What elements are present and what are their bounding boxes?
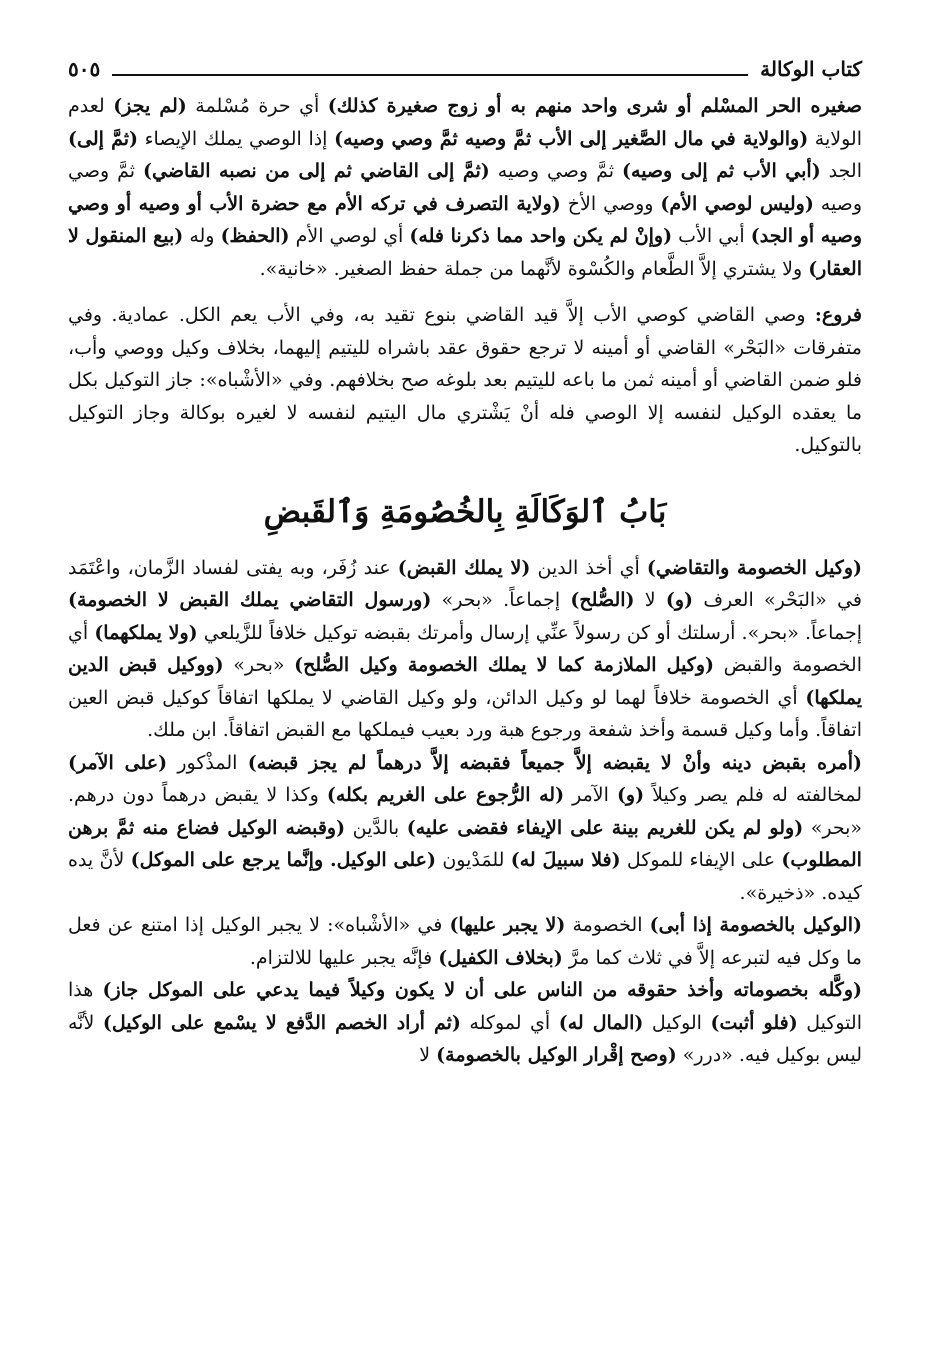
- text-run: على الإيفاء للموكل: [620, 849, 782, 871]
- running-header: [68, 52, 862, 86]
- text-run: عند زُفَر، وبه يفتى لفساد الزَّمان، واعْتَمَد في «البَحْر» العرف: [68, 556, 862, 611]
- text-run: للمَدْيون: [436, 849, 511, 871]
- text-run: إجماعاً. «بحر». أرسلتك أو كن رسولاً عنِّي إرسال وأمرتك بقبضه توكيل خلافاً للزَّيلعي: [197, 621, 862, 644]
- bold-text-run: (فلا سبيلَ له): [510, 849, 621, 871]
- text-run: أي حرة مُسْلمة: [186, 95, 328, 117]
- bold-text-run: (بيع المنقول لا العقار): [68, 225, 862, 280]
- bold-text-run: (ولو لم يكن للغريم بينة على الإيفاء فقضى عليه): [406, 816, 804, 839]
- bold-text-run: (الحفظ): [220, 225, 290, 247]
- paragraph: [68, 974, 862, 1072]
- text-run: أي أخذ الدين: [530, 556, 647, 579]
- bold-text-run: (الوكيل بالخصومة إذا أبى): [649, 914, 862, 936]
- text-run: هذا التوكيل: [68, 979, 862, 1034]
- bold-text-run: (على الآمر): [68, 751, 168, 774]
- text-run: لا: [419, 1044, 437, 1066]
- bold-text-run: (وإنْ لم يكن واحد مما ذكرنا فله): [409, 225, 673, 247]
- text-run: الجد: [820, 160, 862, 182]
- chapter-title: بَابُ ٱلوَكَالَةِ بِالخُصُومَةِ وَٱلقَبضِ: [263, 493, 667, 530]
- bold-text-run: (بخلاف الكفيل): [438, 946, 563, 969]
- bold-text-run: (لا يجبر عليها): [449, 914, 566, 936]
- bold-text-run: (ثمَّ إلى القاضي ثم إلى من نصبه القاضي): [143, 160, 490, 182]
- bold-text-run: (والولاية في مال الصَّغير إلى الأب ثمَّ وصيه ثمَّ وصي وصيه): [334, 127, 809, 150]
- text-run: أي لموكله: [460, 1011, 559, 1034]
- text-run: أي لوصي الأم: [289, 225, 410, 247]
- text-run: وكذا لا يقبض درهماً دون درهم. «بحر»: [68, 784, 862, 839]
- text-run: «بحر»: [223, 654, 295, 676]
- bold-text-run: (وقبضه الوكيل فضاع منه ثمَّ برهن المطلوب): [68, 816, 862, 871]
- bold-text-run: (ولاية التصرف في تركه الأم مع حضرة الأب أو وصيه أو وصي وصيه أو الجد): [68, 192, 862, 247]
- bold-text-run: (وصح إقْرار الوكيل بالخصومة): [436, 1044, 677, 1066]
- paragraph: [68, 747, 862, 910]
- bold-text-run: (ثم أراد الخصم الدَّفع لا يسْمع على الوكيل): [102, 1011, 461, 1034]
- bold-text-run: (ثمَّ إلى): [68, 127, 138, 150]
- text-run: وله: [183, 225, 221, 247]
- bold-text-run: (لم يجز): [113, 95, 187, 117]
- bold-text-run: (وكَّله بخصوماته وأخذ حقوقه من الناس على أن لا يكون وكيلاً فيما يدعي على الموكل جاز): [102, 979, 863, 1001]
- bold-text-run: (المال له): [558, 1011, 644, 1034]
- bold-text-run: (وليس لوصي الأم): [660, 192, 814, 215]
- bold-text-run: (ولا يملكهما): [94, 621, 198, 644]
- bold-text-run: (ورسول التقاضي يملك القبض لا الخصومة): [68, 589, 432, 611]
- paragraph-furu: [68, 299, 862, 462]
- text-run: لعدم الولاية: [68, 95, 862, 150]
- text-run: لأنَّه ليس بوكيل فيه. «درر»: [68, 1011, 862, 1066]
- bold-text-run: (فلو أثبت): [710, 1011, 798, 1034]
- bold-text-run: (أبي الأب ثم إلى وصيه): [622, 160, 821, 182]
- text-run: لا: [634, 589, 666, 611]
- bold-text-run: (ووكيل قبض الدين يملكها): [68, 654, 862, 709]
- bold-text-run: (و): [665, 589, 694, 611]
- text-run: أبي الأب: [672, 225, 751, 247]
- text-run: في «الأشْباه»: لا يجبر الوكيل إذا امتنع عن فعل ما وكل فيه لتبرعه إلاَّ في ثلاث كما مرَّ: [68, 914, 862, 969]
- text-run: لأنَّ يده كيده. «ذخيرة».: [68, 849, 862, 904]
- text-run: الخصومة: [565, 914, 650, 936]
- bold-text-run: فروع:: [814, 304, 862, 326]
- bold-text-run: (و): [616, 784, 645, 806]
- text-run: لمخالفته له فلم يصر وكيلاً: [644, 784, 862, 806]
- chapter-running-title: كتاب الوكالة: [760, 57, 862, 81]
- text-run: الوكيل: [643, 1011, 711, 1034]
- document-page: [68, 52, 862, 1072]
- bold-text-run: (لا يملك القبض): [397, 556, 531, 579]
- text-run: إذا الوصي يملك الإيصاء: [138, 127, 335, 150]
- text-run: ثمَّ وصي وصيه: [68, 160, 862, 215]
- text-run: الآمر: [564, 784, 617, 806]
- text-run: إجماعاً. «بحر»: [431, 589, 571, 611]
- text-run: وصي القاضي كوصي الأب إلاَّ قيد القاضي بنوع تقيد به، وفي الأب يعم الكل. عمادية. وفي متفرقات «البَحْر» القاضي أو أمينه لا ترجع حقوق عقد باشراه لليتيم إليهما، بخلاف وكيل ووصي وأب، فلو ضمن القاضي أو أمينه ثمن ما باعه لليتيم بعد بلوغه صح بخلافهم. وفي «الأشْباه»: جاز التوكيل بكل ما يعقده الوكيل لنفسه إلا الوصي فله أنْ يَشْتري مال اليتيم لنفسه لا لغيره بوكالة وجاز التوكيل بالتوكيل.: [68, 304, 862, 456]
- bold-text-run: (وكيل الملازمة كما لا يملك الخصومة وكيل الصُّلح): [294, 654, 715, 676]
- bold-text-run: صغيره الحر المسْلم أو شرى واحد منهم به أو زوج صغيرة كذلك): [327, 95, 862, 117]
- text-run: فإنَّه يجبر عليها للالتزام.: [249, 946, 439, 969]
- text-run: ثمَّ وصي وصيه: [489, 160, 623, 182]
- paragraph: [68, 909, 862, 974]
- text-run: المذْكور: [167, 751, 248, 774]
- text-run: ووصي الأخ: [560, 192, 661, 215]
- text-run: بالدَّين: [345, 816, 407, 839]
- bold-text-run: (الصُّلح): [570, 589, 635, 611]
- text-run: أي الخصومة خلافاً لهما لو وكيل الدائن، ولو وكيل القاضي لا يملكها اتفاقاً كوكيل قبض العين اتفاقاً. وأما وكيل قسمة وأخذ شفعة ورجوع هبة ورد بعيب فيملكها مع القبض اتفاقاً. ابن ملك.: [68, 686, 862, 741]
- page-number: ٥٠٥: [68, 57, 101, 81]
- header-rule: [112, 74, 748, 76]
- bold-text-run: (له الرُّجوع على الغريم بكله): [326, 784, 565, 806]
- text-run: ولا يشتري إلاَّ الطَّعام والكُسْوة لأنَّهما من جملة حفظ الصغير. «خانية».: [259, 257, 809, 280]
- paragraph: [68, 552, 862, 747]
- bold-text-run: (أمره بقبض دينه وأنْ لا يقبضه إلاَّ جميعاً فقبضه إلاَّ درهماً لم يجز قبضه): [247, 751, 862, 774]
- paragraph: [68, 90, 862, 285]
- bold-text-run: (وكيل الخصومة والتقاضي): [646, 556, 863, 579]
- text-run: أي الخصومة والقبض: [68, 621, 863, 676]
- bold-text-run: (على الوكيل. وإنَّما يرجع على الموكل): [130, 849, 437, 871]
